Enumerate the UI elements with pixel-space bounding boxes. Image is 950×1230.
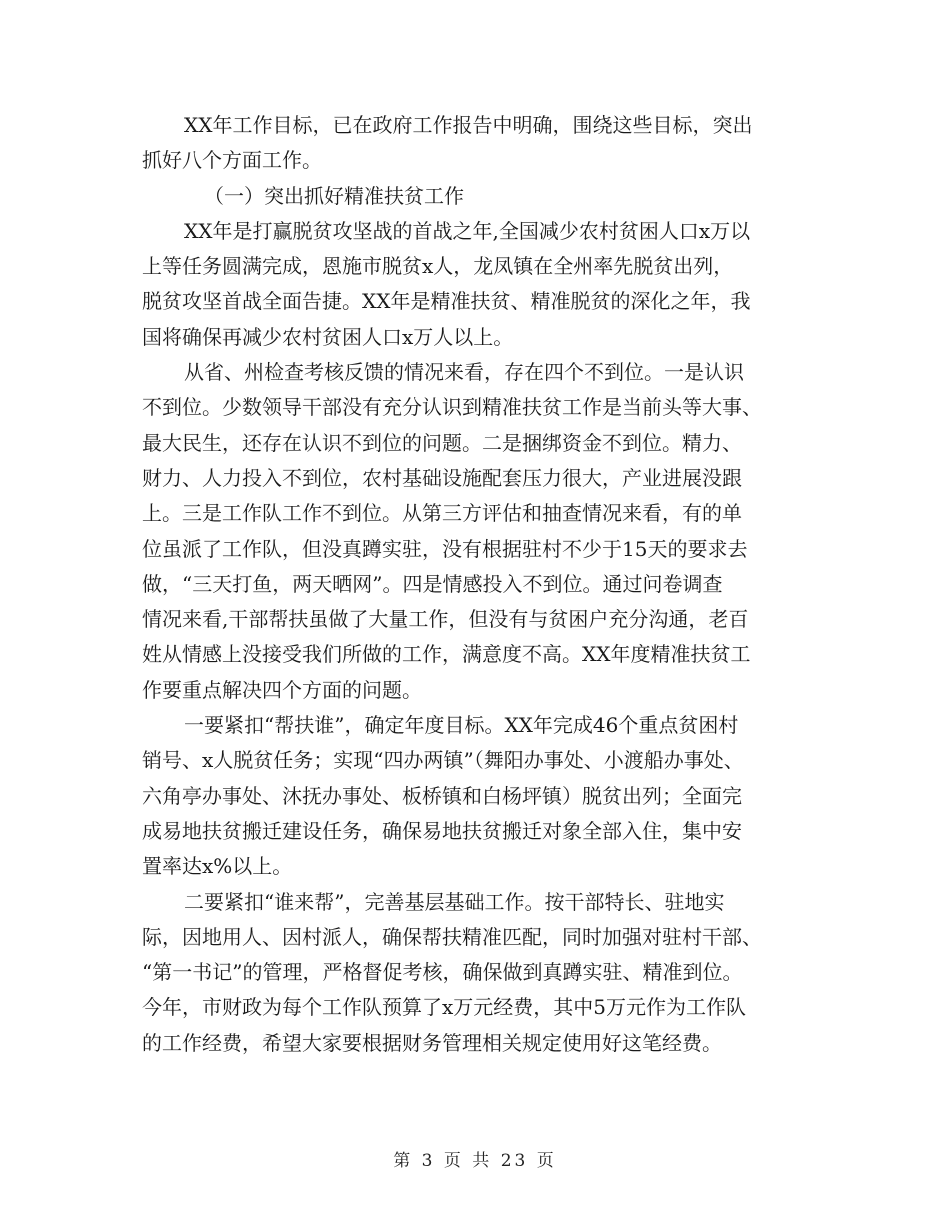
text-line: XX年工作目标，已在政府工作报告中明确，围绕这些目标，突出 <box>184 113 753 137</box>
text-line: 二要紧扣“谁来帮”，完善基层基础工作。按干部特长、驻地实 <box>184 889 725 914</box>
text-line: XX年是打赢脱贫攻坚战的首战之年,全国减少农村贫困人口x万以 <box>184 218 751 243</box>
text-line: 从省、州检查考核反馈的情况来看，存在四个不到位。一是认识 <box>184 360 744 385</box>
text-line: 六角亭办事处、沐抚办事处、板桥镇和白杨坪镇）脱贫出列；全面完 <box>142 783 742 808</box>
text-line: 销号、x人脱贫任务；实现“四办两镇”（舞阳办事处、小渡船办事处、 <box>142 748 744 773</box>
text-line: 作要重点解决四个方面的问题。 <box>142 677 422 702</box>
document-body <box>142 108 810 1061</box>
text-line: 不到位。少数领导干部没有充分认识到精准扶贫工作是当前头等大事、 <box>142 395 762 420</box>
text-line: 做，“三天打鱼，两天晒网”。四是情感投入不到位。通过问卷调查 <box>142 571 723 596</box>
text-line: 的工作经费，希望大家要根据财务管理相关规定使用好这笔经费。 <box>142 1030 722 1055</box>
text-line: 国将确保再减少农村贫困人口x万人以上。 <box>142 324 514 349</box>
text-line: 上。三是工作队工作不到位。从第三方评估和抽查情况来看，有的单 <box>142 501 742 526</box>
text-line: 一要紧扣“帮扶谁”，确定年度目标。XX年完成46个重点贫困村 <box>184 713 739 738</box>
text-line: 财力、人力投入不到位，农村基础设施配套压力很大，产业进展没跟 <box>142 465 742 490</box>
text-line: 今年，市财政为每个工作队预算了x万元经费，其中5万元作为工作队 <box>142 995 747 1020</box>
text-line: 最大民生，还存在认识不到位的问题。二是捆绑资金不到位。精力、 <box>142 430 742 455</box>
text-line: 位虽派了工作队，但没真蹲实驻，没有根据驻村不少于15天的要求去 <box>142 536 748 561</box>
text-line: 成易地扶贫搬迁建设任务，确保易地扶贫搬迁对象全部入住，集中安 <box>142 818 742 843</box>
text-line: 姓从情感上没接受我们所做的工作，满意度不高。XX年度精准扶贫工 <box>142 642 751 667</box>
text-line: 抓好八个方面工作。 <box>142 148 322 173</box>
text-line: 上等任务圆满完成，恩施市脱贫x人，龙凤镇在全州率先脱贫出列， <box>142 254 734 279</box>
page-footer: 第 3 页 共 23 页 <box>393 1151 557 1171</box>
text-line: “第一书记”的管理，严格督促考核，确保做到真蹲实驻、精准到位。 <box>142 960 743 985</box>
text-line: 情况来看,干部帮扶虽做了大量工作，但没有与贫困户充分沟通，老百 <box>142 607 749 632</box>
section-heading: （一）突出抓好精准扶贫工作 <box>204 183 464 208</box>
text-line: 际，因地用人、因村派人，确保帮扶精准匹配，同时加强对驻村干部、 <box>142 924 762 949</box>
text-line: 置率达x%以上。 <box>142 854 293 879</box>
text-line: 脱贫攻坚首战全面告捷。XX年是精准扶贫、精准脱贫的深化之年，我 <box>142 289 751 314</box>
